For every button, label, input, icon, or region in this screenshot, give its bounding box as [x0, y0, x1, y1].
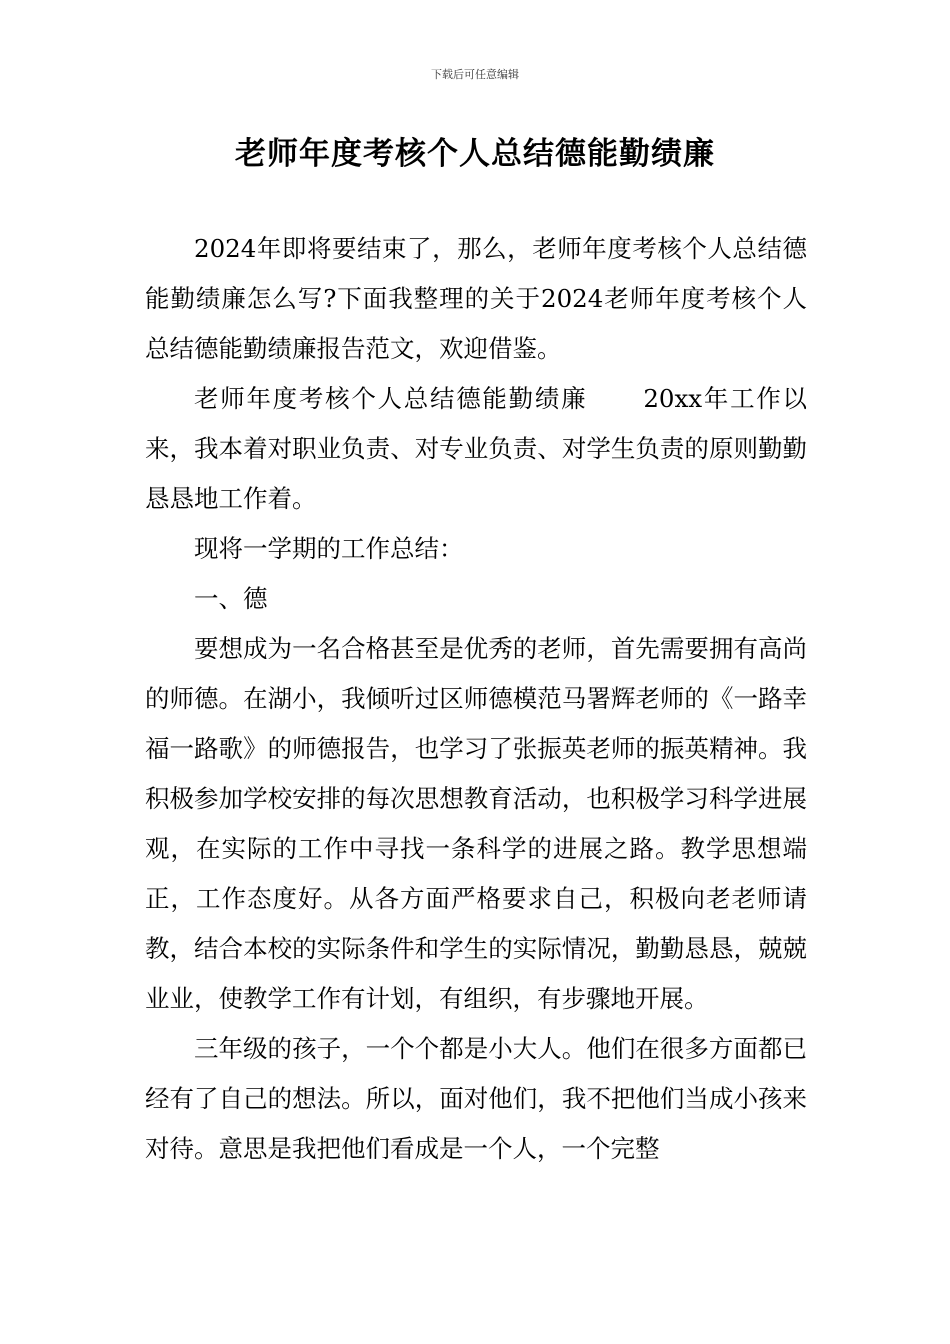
section-heading-de: 一、德 [194, 584, 268, 613]
paragraph-summary-lead: 现将一学期的工作总结： [194, 534, 464, 563]
document-body [145, 224, 807, 1174]
document-title: 老师年度考核个人总结德能勤绩廉 [235, 136, 715, 172]
paragraph-grade-three: 三年级的孩子，一个个都是小大人。他们在很多方面都已经有了自己的想法。所以，面对他们，我不把他们当成小孩来对待。意思是我把他们看成是一个人，一个完整 [145, 1034, 807, 1163]
header-note: 下载后可任意编辑 [431, 68, 519, 81]
paragraph-heading-lead: 老师年度考核个人总结德能勤绩廉 [194, 384, 588, 413]
paragraph-heading-rest: 20xx年工作以来，我本着对职业负责、对专业负责、对学生负责的原则勤勤恳恳地工作着。 [145, 384, 808, 513]
paragraph-intro: 2024年即将要结束了，那么，老师年度考核个人总结德能勤绩廉怎么写?下面我整理的关于2024老师年度考核个人总结德能勤绩廉报告范文，欢迎借鉴。 [145, 234, 807, 363]
paragraph-heading-intro [145, 374, 807, 524]
paragraph-morality: 要想成为一名合格甚至是优秀的老师，首先需要拥有高尚的师德。在湖小，我倾听过区师德模范马署辉老师的《一路幸福一路歌》的师德报告，也学习了张振英老师的振英精神。我积极参加学校安排的每次思想教育活动，也积极学习科学进展观，在实际的工作中寻找一条科学的进展之路。教学思想端正，工作态度好。从各方面严格要求自己，积极向老老师请教，结合本校的实际条件和学生的实际情况，勤勤恳恳，兢兢业业，使教学工作有计划，有组织，有步骤地开展。 [145, 634, 807, 1013]
